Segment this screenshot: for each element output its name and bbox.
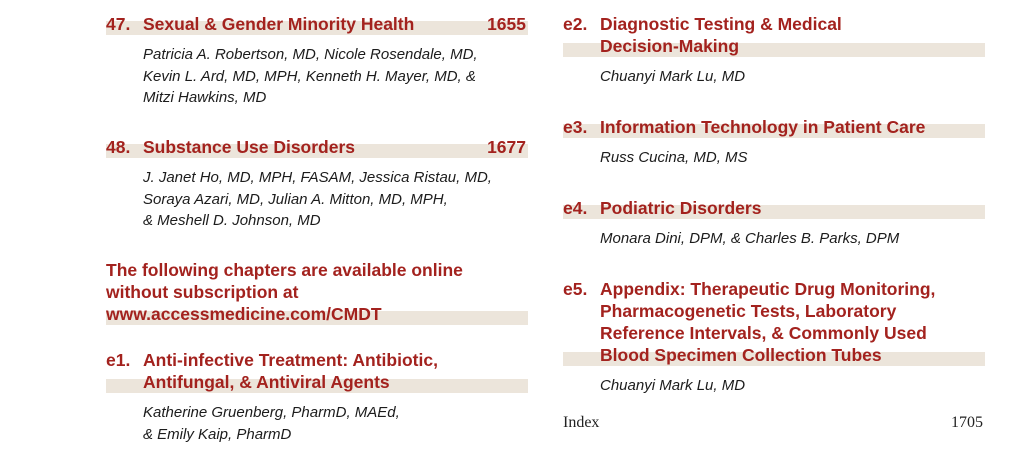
author-line: Mitzi Hawkins, MD [143, 89, 267, 106]
online-chapters-note [106, 259, 528, 325]
author-line: & Meshell D. Johnson, MD [143, 212, 321, 229]
chapter-number: e1. [106, 350, 131, 370]
title-line: Antifungal, & Antiviral Agents [143, 372, 390, 392]
chapter-number: 48. [106, 137, 131, 157]
author-line: & Emily Kaip, PharmD [143, 425, 292, 443]
online-note-line: without subscription at [106, 282, 299, 302]
title-line: Blood Specimen Collection Tubes [600, 345, 882, 365]
toc-entry-e3[interactable] [563, 116, 985, 169]
chapter-title[interactable]: Podiatric Disorders [600, 198, 762, 218]
chapter-title[interactable] [143, 349, 528, 393]
author-line: Patricia A. Robertson, MD, Nicole Rosendale, MD, [143, 46, 478, 63]
index-entry[interactable] [563, 414, 983, 432]
chapter-title[interactable] [600, 278, 985, 366]
toc-entry-47[interactable] [106, 13, 528, 109]
chapter-number: e2. [563, 14, 588, 34]
page-number: 1655 [487, 14, 526, 34]
chapter-heading [106, 136, 528, 158]
author-line: Soraya Azari, MD, Julian A. Mitton, MD, MPH, [143, 190, 448, 208]
chapter-authors [600, 66, 985, 88]
online-note-link[interactable]: www.accessmedicine.com/CMDT [106, 304, 382, 324]
chapter-heading [563, 116, 985, 138]
toc-entry-e2[interactable] [563, 13, 985, 88]
chapter-authors [143, 44, 528, 109]
chapter-heading [106, 349, 528, 393]
toc-entry-e1[interactable] [106, 349, 528, 445]
chapter-authors [600, 228, 985, 250]
title-line: Decision-Making [600, 36, 740, 56]
index-page-number: 1705 [951, 414, 983, 431]
chapter-heading [106, 13, 528, 35]
chapter-authors [600, 375, 985, 397]
online-note-line: The following chapters are available online [106, 260, 463, 280]
chapter-authors [143, 167, 528, 232]
title-line: Anti-infective Treatment: Antibiotic, [143, 350, 438, 370]
toc-entry-48[interactable] [106, 136, 528, 232]
chapter-title[interactable] [600, 13, 985, 57]
author-line: J. Janet Ho, MD, MPH, FASAM, Jessica Ristau, MD, [143, 169, 492, 186]
chapter-number: 47. [106, 14, 131, 34]
author-line: Katherine Gruenberg, PharmD, MAEd, [143, 404, 400, 421]
author-line: Chuanyi Mark Lu, MD [600, 68, 746, 85]
toc-entry-e5[interactable] [563, 278, 985, 397]
page-number: 1677 [487, 137, 526, 157]
chapter-authors [143, 402, 528, 445]
title-line: Diagnostic Testing & Medical [600, 14, 842, 34]
chapter-number: e5. [563, 279, 588, 299]
index-label[interactable]: Index [563, 414, 600, 431]
author-line: Monara Dini, DPM, & Charles B. Parks, DPM [600, 230, 900, 247]
chapter-heading [563, 197, 985, 219]
chapter-title[interactable]: Sexual & Gender Minority Health [143, 14, 415, 34]
title-line: Appendix: Therapeutic Drug Monitoring, [600, 279, 936, 299]
author-line: Chuanyi Mark Lu, MD [600, 377, 746, 394]
author-line: Russ Cucina, MD, MS [600, 149, 748, 166]
chapter-number: e3. [563, 117, 588, 137]
title-line: Pharmacogenetic Tests, Laboratory [600, 301, 897, 321]
chapter-authors [600, 147, 985, 169]
chapter-heading [563, 278, 985, 366]
title-line: Reference Intervals, & Commonly Used [600, 323, 927, 343]
chapter-number: e4. [563, 198, 588, 218]
chapter-title[interactable]: Information Technology in Patient Care [600, 117, 926, 137]
chapter-title[interactable]: Substance Use Disorders [143, 137, 356, 157]
toc-entry-e4[interactable] [563, 197, 985, 250]
author-line: Kevin L. Ard, MD, MPH, Kenneth H. Mayer, MD, & [143, 67, 476, 85]
chapter-heading [563, 13, 985, 57]
